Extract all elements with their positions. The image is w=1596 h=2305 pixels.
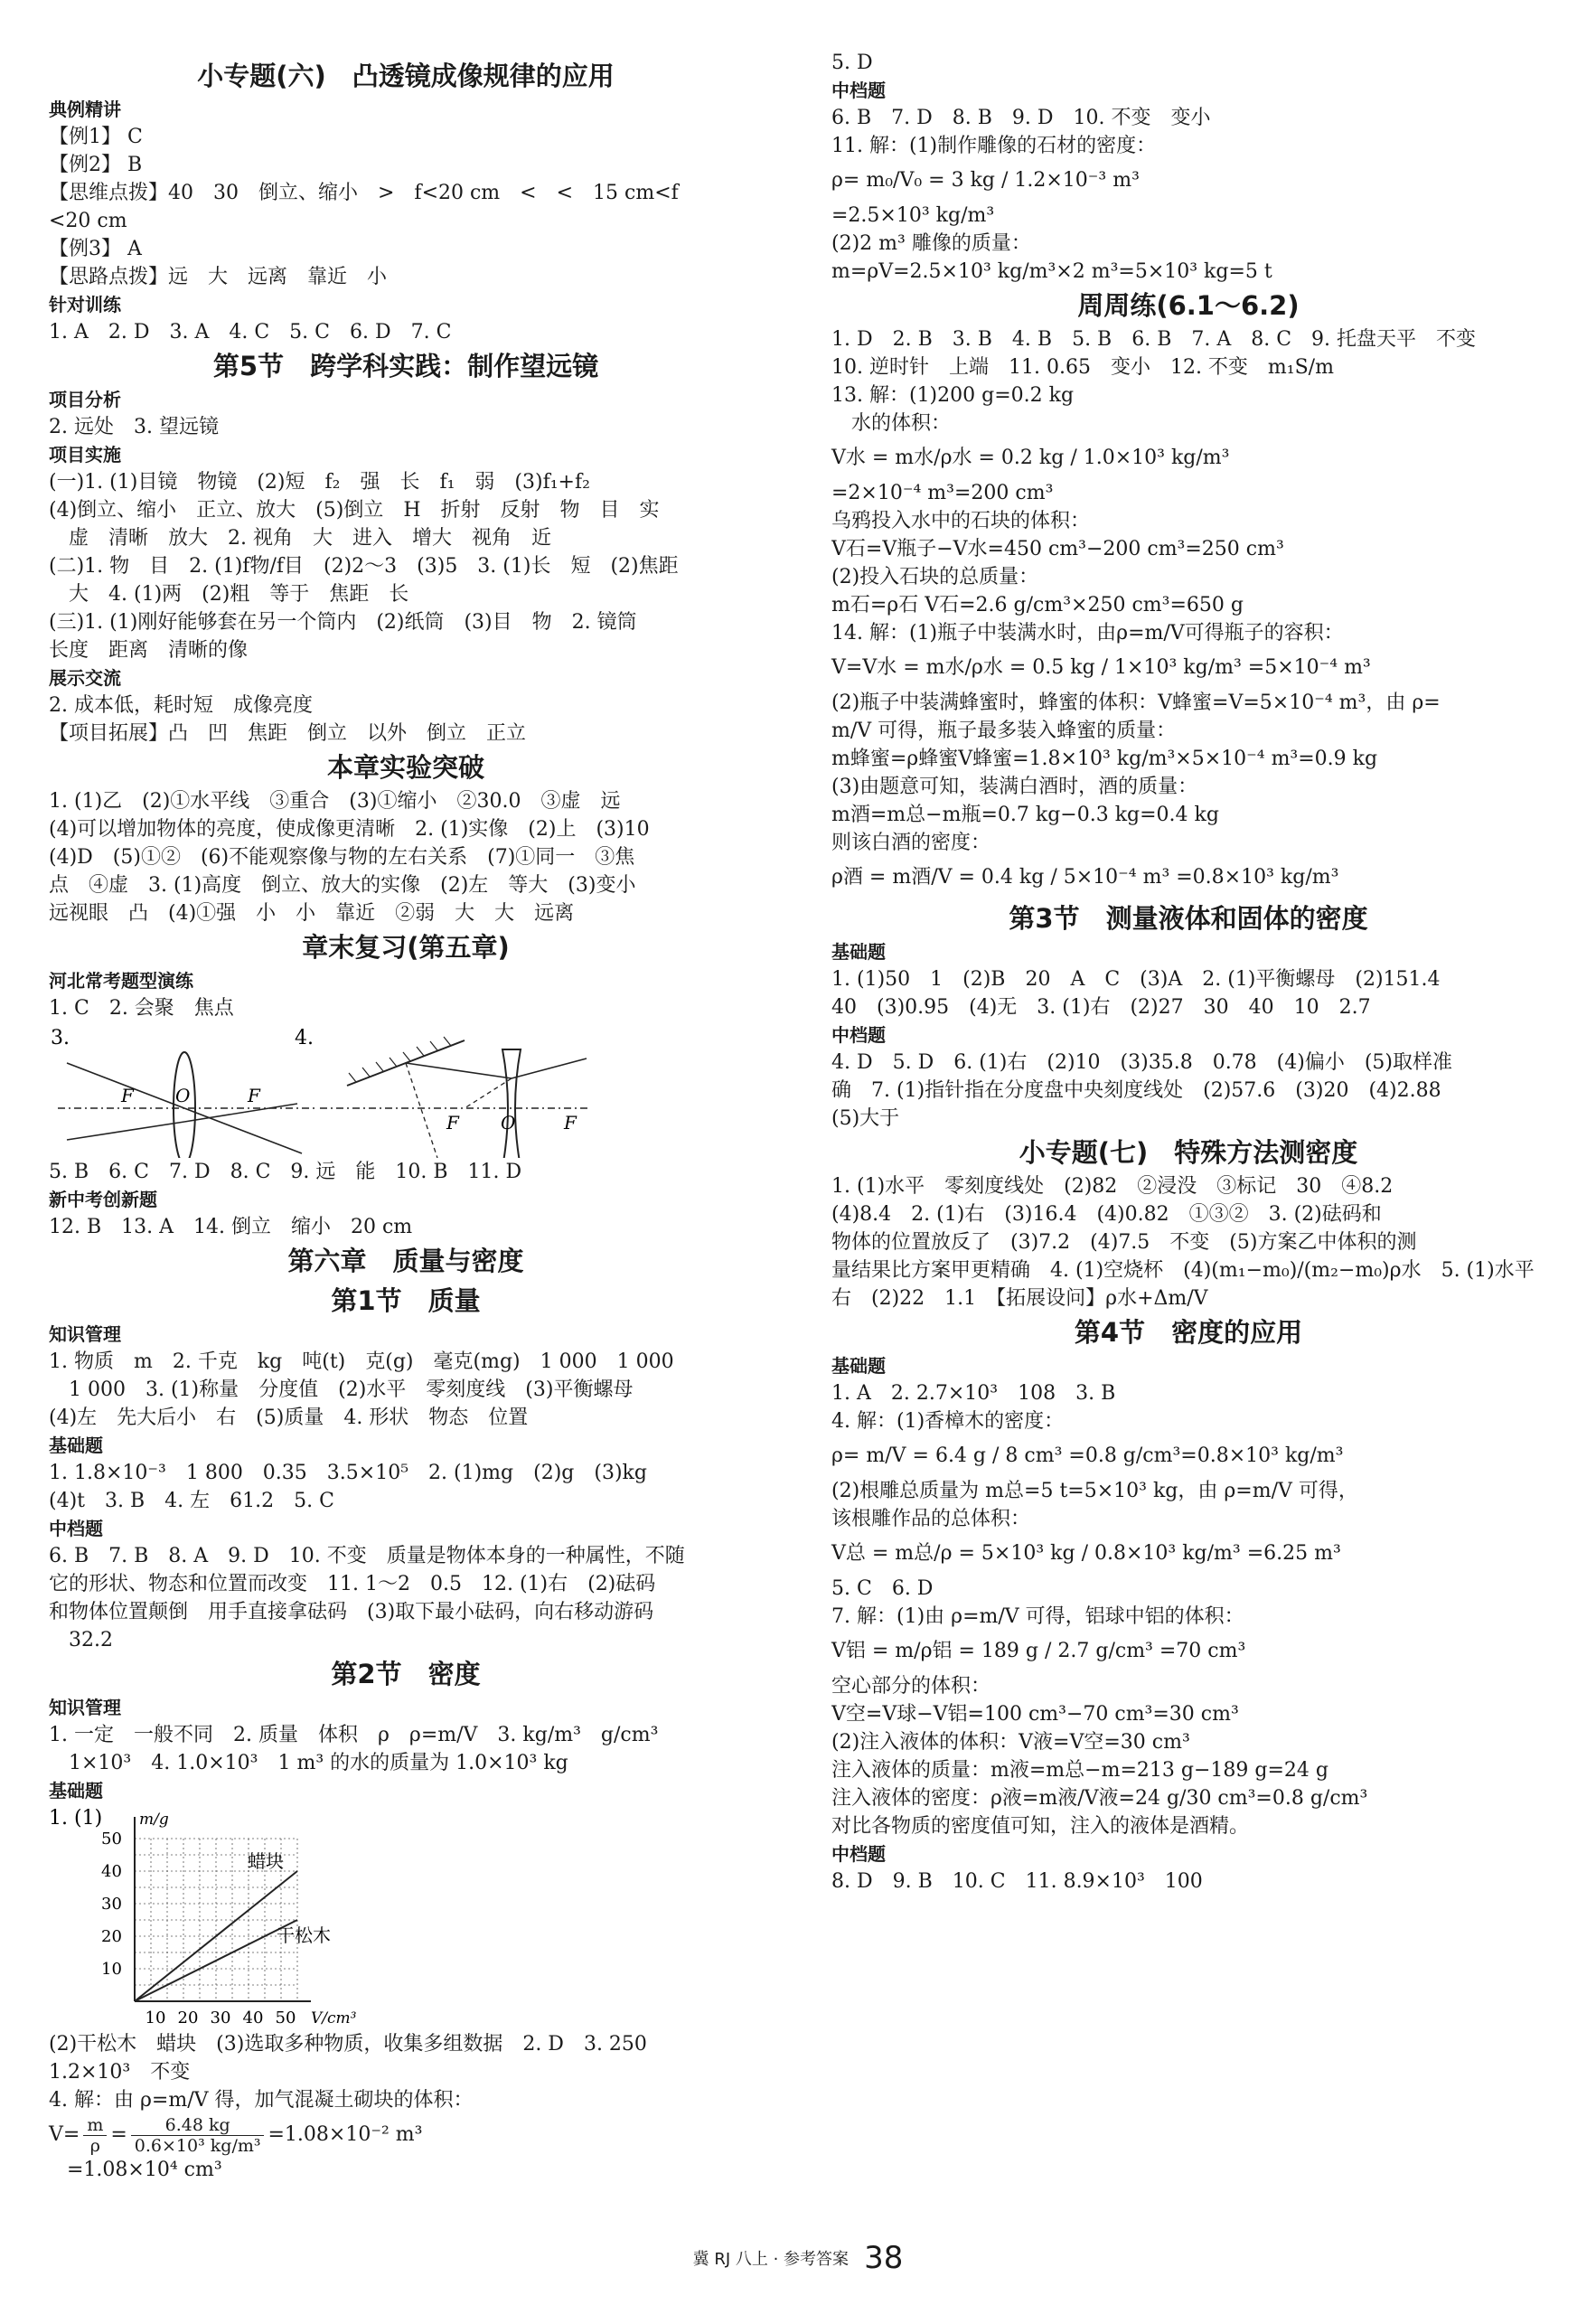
text-block — [831, 1352, 1545, 1435]
convex-lens-diagram — [49, 1022, 320, 1158]
text-line: 40 (3)0.95 (4)无 3. (1)右 (2)27 30 40 10 2.7 — [831, 996, 1371, 1019]
text-line: 虚 清晰 放大 2. 视角 大 进入 增大 视角 近 — [49, 527, 551, 550]
text-line: m/V 可得，瓶子最多装入蜂蜜的质量： — [831, 720, 1177, 742]
text-line: (2)干松木 蜡块 (3)选取多种物质，收集多组数据 2. D 3. 250 — [49, 2033, 647, 2056]
x-axis-label: V/cm³ — [311, 2009, 357, 2027]
text-line: 【思维点拨】40 30 倒立、缩小 > f<20 cm < < 15 cm<f — [49, 182, 679, 204]
subheading: 基础题 — [49, 1435, 103, 1456]
text-line: (2)2 m³ 雕像的质量： — [831, 232, 1031, 255]
text-line: 6. B 7. D 8. B 9. D 10. 不变 变小 — [831, 107, 1211, 129]
text-line: 4. D 5. D 6. (1)右 (2)10 (3)35.8 0.78 (4)偏小 (5)取样准 — [831, 1051, 1453, 1074]
formula-line: ρ= m/V = 6.4 g / 8 cm³ =0.8 g/cm³=0.8×10³ kg/m³ — [831, 1444, 1344, 1467]
y-tick-label: 50 — [101, 1830, 122, 1849]
text-block — [49, 1158, 763, 1241]
subheading: 展示交流 — [49, 667, 121, 689]
text-line: V石=V瓶子−V水=450 cm³−200 cm³=250 cm³ — [831, 538, 1284, 560]
text-line: 水的体积： — [831, 412, 952, 435]
text-block — [49, 2030, 763, 2086]
text-line: (4)可以增加物体的亮度，使成像更清晰 2. (1)实像 (2)上 (3)10 — [49, 818, 650, 841]
right-column — [831, 49, 1545, 1896]
formula-line: V= $\frac{m}{\rho}$ = $\frac{6.48 kg}{\text{0.6×10³ kg/m³}}$ =1.08×10⁻² m³ — [49, 2114, 423, 2156]
subheading: 项目实施 — [49, 444, 121, 466]
chapter-heading: 第六章 质量与密度 — [287, 1246, 524, 1276]
x-tick-label: 30 — [210, 2009, 231, 2027]
text-line: 8. D 9. B 10. C 11. 8.9×10³ 100 — [831, 1870, 1203, 1893]
subheading: 基础题 — [831, 1355, 886, 1377]
text-block — [831, 202, 1545, 286]
text-block — [831, 1172, 1545, 1312]
text-block — [49, 787, 763, 927]
text-line: (4)倒立、缩小 正立、放大 (5)倒立 H 折射 反射 物 目 实 — [49, 499, 660, 522]
subheading: 中档题 — [831, 80, 886, 101]
x-tick-label: 40 — [242, 2009, 264, 2027]
text-block — [49, 1694, 763, 1804]
text-line: 1. C 2. 会聚 焦点 — [49, 997, 234, 1020]
text-block — [831, 1477, 1545, 1533]
text-line: 物体的位置放反了 (3)7.2 (4)7.5 不变 (5)方案乙中体积的测 — [831, 1231, 1417, 1254]
formula-line: V总 = m总/ρ = 5×10³ kg / 0.8×10³ kg/m³ =6.25 m³ — [831, 1542, 1341, 1565]
text-line: 点 ④虚 3. (1)高度 倒立、放大的实像 (2)左 等大 (3)变小 — [49, 874, 636, 897]
focus-label: F — [564, 1112, 577, 1134]
text-line: m石=ρ石 V石=2.6 g/cm³×250 cm³=650 g — [831, 594, 1244, 616]
text-line: 量结果比方案甲更精确 4. (1)空烧杯 (4)(m₁−m₀)/(m₂−m₀)ρ水 5. (1)水平 — [831, 1259, 1535, 1282]
page-number: 38 — [864, 2240, 904, 2276]
text-line: 【思路点拨】远 大 远离 靠近 小 — [49, 266, 388, 288]
subheading: 知识管理 — [49, 1323, 121, 1345]
text-line: 确 7. (1)指针指在分度盘中央刻度线处 (2)57.6 (3)20 (4)2.88 — [831, 1079, 1441, 1102]
text-line: 和物体位置颠倒 用手直接拿砝码 (3)取下最小砝码，向右移动游码 — [49, 1601, 654, 1623]
optical-center-label: O — [175, 1085, 191, 1106]
text-line: (三)1. (1)刚好能够套在另一个筒内 (2)纸筒 (3)目 物 2. 镜筒 — [49, 611, 637, 634]
figure-number: 4. — [295, 1027, 314, 1049]
text-line: =2×10⁻⁴ m³=200 cm³ — [831, 482, 1054, 504]
text-line: 13. 解：(1)200 g=0.2 kg — [831, 384, 1075, 407]
subheading: 中档题 — [831, 1024, 886, 1046]
section-heading: 周周练(6.1～6.2) — [1077, 290, 1300, 321]
subheading: 基础题 — [831, 941, 886, 963]
x-tick-label: 10 — [145, 2009, 166, 2027]
text-block — [831, 1672, 1545, 1896]
optical-center-label: O — [501, 1112, 516, 1134]
subheading: 知识管理 — [49, 1697, 121, 1718]
text-block — [831, 1575, 1545, 1631]
text-block — [831, 49, 1545, 160]
text-line: 6. B 7. B 8. A 9. D 10. 不变 质量是物体本身的一种属性，不随 — [49, 1545, 685, 1567]
text-block — [49, 967, 763, 1022]
focus-label: F — [248, 1085, 260, 1106]
subheading: 针对训练 — [49, 294, 121, 315]
text-block — [49, 96, 763, 346]
subheading: 中档题 — [49, 1518, 103, 1539]
text-line: (5)大于 — [831, 1107, 900, 1130]
x-tick-label: 50 — [275, 2009, 296, 2027]
formula-line: V铝 = m/ρ铝 = 189 g / 2.7 g/cm³ =70 cm³ — [831, 1640, 1246, 1662]
section-heading: 第1节 质量 — [331, 1285, 481, 1316]
text-line: 14. 解：(1)瓶子中装满水时，由ρ=m/V可得瓶子的容积： — [831, 622, 1344, 644]
section-heading: 本章实验突破 — [326, 752, 484, 783]
text-line: 注入液体的质量：m液=m总−m=213 g−189 g=24 g — [831, 1759, 1328, 1782]
text-block — [831, 479, 1545, 647]
section-heading: 第3节 测量液体和固体的密度 — [1009, 903, 1368, 934]
subheading: 河北常考题型演练 — [49, 970, 193, 992]
y-tick-label: 10 — [101, 1960, 122, 1979]
text-line: 1. D 2. B 3. B 4. B 5. B 6. B 7. A 8. C 9. 托盘天平 不变 — [831, 328, 1477, 351]
text-line: V空=V球−V铝=100 cm³−70 cm³=30 cm³ — [831, 1703, 1239, 1726]
text-line: 空心部分的体积： — [831, 1675, 991, 1698]
formula-line: V水 = m水/ρ水 = 0.2 kg / 1.0×10³ kg/m³ — [831, 447, 1230, 469]
text-line: (4)t 3. B 4. 左 61.2 5. C — [49, 1490, 334, 1512]
section-heading: 小专题(六) 凸透镜成像规律的应用 — [197, 61, 615, 91]
text-line: 1. 一定 一般不同 2. 质量 体积 ρ ρ=m/V 3. kg/m³ g/cm³ — [49, 1724, 659, 1746]
text-line: 【例2】 B — [49, 154, 143, 176]
text-line: 大 4. (1)两 (2)粗 等于 焦距 长 — [49, 583, 409, 606]
text-line: 乌鸦投入水中的石块的体积： — [831, 510, 1091, 532]
text-block — [831, 325, 1545, 437]
solution-line: =1.08×10⁴ cm³ — [67, 2159, 222, 2181]
text-line: 【例3】 A — [49, 238, 142, 260]
mass-volume-graph-svg — [49, 1804, 392, 2030]
y-axis-label: m/g — [139, 1811, 169, 1829]
text-line: 32.2 — [49, 1629, 113, 1651]
text-line: m=ρV=2.5×10³ kg/m³×2 m³=5×10³ kg=5 t — [831, 260, 1272, 283]
text-line: 11. 解：(1)制作雕像的石材的密度： — [831, 135, 1157, 157]
x-tick-labels — [146, 2009, 296, 2027]
text-line: 1. 1.8×10⁻³ 1 800 0.35 3.5×10⁵ 2. (1)mg (2)g (3)kg — [49, 1462, 647, 1484]
text-block — [831, 938, 1545, 1133]
left-column — [49, 56, 763, 2184]
text-block — [831, 689, 1545, 857]
text-line: m蜂蜜=ρ蜂蜜V蜂蜜=1.8×10³ kg/m³×5×10⁻⁴ m³=0.9 kg — [831, 748, 1378, 770]
text-line: (2)根雕总质量为 m总=5 t=5×10³ kg，由 ρ=m/V 可得， — [831, 1480, 1358, 1502]
text-line: 1. (1)水平 零刻度线处 (2)82 ②浸没 ③标记 30 ④8.2 — [831, 1175, 1394, 1198]
formula-line: V=V水 = m水/ρ水 = 0.5 kg / 1×10³ kg/m³ =5×10⁻⁴ m³ — [831, 656, 1371, 679]
section-heading: 小专题(七) 特殊方法测密度 — [1019, 1137, 1358, 1168]
text-line: (2)投入石块的总质量： — [831, 566, 1039, 588]
text-line: 【项目拓展】凸 凹 焦距 倒立 以外 倒立 正立 — [49, 722, 527, 745]
text-line: (4)D (5)①② (6)不能观察像与物的左右关系 (7)①同一 ③焦 — [49, 846, 635, 869]
text-line: 4. 解：(1)香樟木的密度： — [831, 1410, 1065, 1433]
text-block — [49, 386, 763, 748]
text-line: =2.5×10³ kg/m³ — [831, 204, 995, 227]
section-heading: 第4节 密度的应用 — [1074, 1317, 1303, 1348]
text-line: 1.2×10³ 不变 — [49, 2061, 191, 2084]
subheading: 中档题 — [831, 1843, 886, 1865]
subheading: 基础题 — [49, 1780, 103, 1802]
text-line: 5. B 6. C 7. D 8. C 9. 远 能 10. B 11. D — [49, 1161, 522, 1183]
concave-lens-diagram — [293, 1022, 591, 1158]
series-label-pine: 干松木 — [277, 1924, 331, 1946]
subheading: 项目分析 — [49, 389, 121, 410]
text-line: (4)左 先大后小 右 (5)质量 4. 形状 物态 位置 — [49, 1407, 529, 1429]
text-line: m酒=m总−m瓶=0.7 kg−0.3 kg=0.4 kg — [831, 804, 1219, 826]
mass-volume-graph — [49, 1804, 763, 2030]
figure-number: 3. — [51, 1027, 70, 1049]
formula-line: ρ酒 = m酒/V = 0.4 kg / 5×10⁻⁴ m³ =0.8×10³ kg/m³ — [831, 866, 1339, 889]
question-label: 1. (1) — [49, 1807, 103, 1830]
text-line: 5. D — [831, 52, 873, 74]
y-tick-label: 20 — [101, 1927, 122, 1946]
section-heading: 章末复习(第五章) — [302, 932, 510, 963]
text-line: (2)瓶子中装满蜂蜜时，蜂蜜的体积：V蜂蜜=V=5×10⁻⁴ m³，由 ρ= — [831, 692, 1441, 714]
text-line: 则该白酒的密度： — [831, 832, 991, 854]
text-line: 右 (2)22 1.1 【拓展设问】ρ水+Δm/V — [831, 1287, 1208, 1310]
text-line: 1 000 3. (1)称量 分度值 (2)水平 零刻度线 (3)平衡螺母 — [49, 1378, 634, 1401]
text-line: 它的形状、物态和位置而改变 11. 1～2 0.5 12. (1)右 (2)砝码 — [49, 1573, 656, 1595]
text-line: 1. (1)乙 (2)①水平线 ③重合 (3)①缩小 ②30.0 ③虚 远 — [49, 790, 621, 813]
focus-label: F — [121, 1085, 134, 1106]
x-tick-label: 20 — [177, 2009, 199, 2027]
text-line: 长度 距离 清晰的像 — [49, 639, 249, 662]
text-line: <20 cm — [49, 210, 127, 232]
text-line: 1. A 2. D 3. A 4. C 5. C 6. D 7. C — [49, 321, 452, 343]
text-line: (二)1. 物 目 2. (1)f物/f目 (2)2～3 (3)5 3. (1)长 短 (2)焦距 — [49, 555, 679, 578]
text-line: 远视眼 凸 (4)①强 小 小 靠近 ②弱 大 大 远离 — [49, 902, 575, 925]
text-line: 7. 解：(1)由 ρ=m/V 可得，铝球中铝的体积： — [831, 1605, 1244, 1628]
text-line: 注入液体的密度：ρ液=m液/V液=24 g/30 cm³=0.8 g/cm³ — [831, 1787, 1368, 1810]
text-line: (4)8.4 2. (1)右 (3)16.4 (4)0.82 ①③② 3. (2)砝码和 — [831, 1203, 1382, 1226]
text-line: (3)由题意可知，装满白酒时，酒的质量： — [831, 776, 1198, 798]
series-label-wax: 蜡块 — [248, 1850, 284, 1872]
y-tick-label: 40 — [101, 1862, 122, 1881]
text-line: 2. 成本低，耗时短 成像亮度 — [49, 694, 313, 717]
text-line: 对比各物质的密度值可知，注入的液体是酒精。 — [831, 1815, 1250, 1838]
y-tick-labels — [101, 1830, 122, 1979]
text-line: 【例1】 C — [49, 126, 143, 148]
text-line: 12. B 13. A 14. 倒立 缩小 20 cm — [49, 1216, 413, 1238]
solution-line: 4. 解：由 ρ=m/V 得，加气混凝土砌块的体积： — [49, 2089, 474, 2112]
text-line: 该根雕作品的总体积： — [831, 1508, 1031, 1530]
page-footer — [0, 2240, 1596, 2276]
y-tick-label: 30 — [101, 1895, 122, 1914]
text-line: 1. (1)50 1 (2)B 20 A C (3)A 2. (1)平衡螺母 (2)151.4 — [831, 968, 1441, 991]
text-line: 5. C 6. D — [831, 1577, 934, 1600]
text-line: 1. 物质 m 2. 千克 kg 吨(t) 克(g) 毫克(mg) 1 000 1 000 — [49, 1350, 674, 1373]
text-line: 1×10³ 4. 1.0×10³ 1 m³ 的水的质量为 1.0×10³ kg — [49, 1752, 568, 1774]
focus-label: F — [446, 1112, 459, 1134]
text-line: 2. 远处 3. 望远镜 — [49, 416, 219, 438]
text-line: 10. 逆时针 上端 11. 0.65 变小 12. 不变 m₁S/m — [831, 356, 1334, 379]
section-heading: 第5节 跨学科实践：制作望远镜 — [212, 351, 599, 381]
footer-text: 冀 RJ 八上 · 参考答案 — [692, 2250, 850, 2269]
text-line: (一)1. (1)目镜 物镜 (2)短 f₂ 强 长 f₁ 弱 (3)f₁+f₂ — [49, 471, 590, 494]
text-line: 1. A 2. 2.7×10³ 108 3. B — [831, 1382, 1116, 1405]
formula-line: ρ= m₀/V₀ = 3 kg / 1.2×10⁻³ m³ — [831, 169, 1140, 192]
section-heading: 第2节 密度 — [331, 1659, 481, 1689]
subheading: 新中考创新题 — [49, 1189, 157, 1210]
text-block — [49, 1321, 763, 1654]
subheading: 典例精讲 — [49, 99, 121, 120]
text-line: (2)注入液体的体积：V液=V空=30 cm³ — [831, 1731, 1190, 1754]
lens-figures — [49, 1022, 763, 1158]
